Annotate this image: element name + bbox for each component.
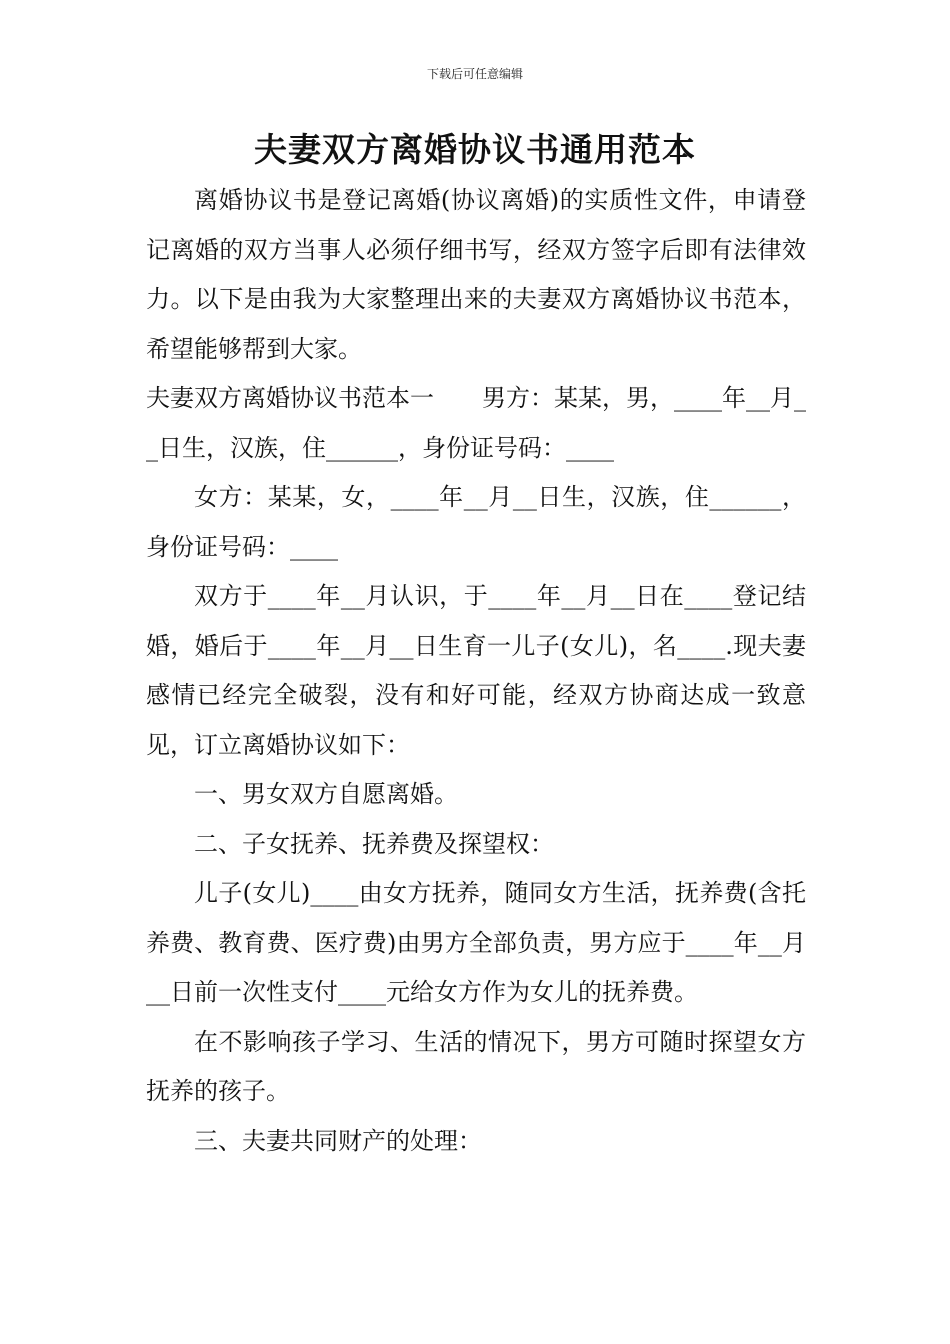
paragraph-clause-1: 一、男女双方自愿离婚。 <box>194 780 458 808</box>
document-title: 夫妻双方离婚协议书通用范本 <box>254 130 696 169</box>
header-note: 下载后可任意编辑 <box>426 67 523 81</box>
paragraph-clause-2-heading: 二、子女抚养、抚养费及探望权： <box>194 829 554 858</box>
paragraph-marriage-info: 双方于____年__月认识，于____年__月__日在____登记结婚，婚后于____年__月__日生育一儿子(女儿)，名____.现夫妻感情已经完全破裂，没有和好可能，经双方协商达成一致意见，订立离婚协议如下： <box>146 582 806 759</box>
document-body <box>146 176 806 1166</box>
paragraph-husband-info: 夫妻双方离婚协议书范本一 男方：某某，男，____年__月__日生，汉族，住______，身份证号码：____ <box>146 384 806 462</box>
paragraph-wife-info: 女方：某某，女，____年__月__日生，汉族，住______，身份证号码：____ <box>146 483 806 561</box>
paragraph-clause-3-heading: 三、夫妻共同财产的处理： <box>194 1126 482 1155</box>
paragraph-child-support: 儿子(女儿)____由女方抚养，随同女方生活，抚养费(含托养费、教育费、医疗费)由男方全部负责，男方应于____年__月__日前一次性支付____元给女方作为女儿的抚养费。 <box>146 879 806 1006</box>
paragraph-visitation: 在不影响孩子学习、生活的情况下，男方可随时探望女方抚养的孩子。 <box>146 1027 806 1105</box>
paragraph-intro: 离婚协议书是登记离婚(协议离婚)的实质性文件，申请登记离婚的双方当事人必须仔细书写，经双方签字后即有法律效力。以下是由我为大家整理出来的夫妻双方离婚协议书范本，希望能够帮到大家。 <box>146 186 806 363</box>
